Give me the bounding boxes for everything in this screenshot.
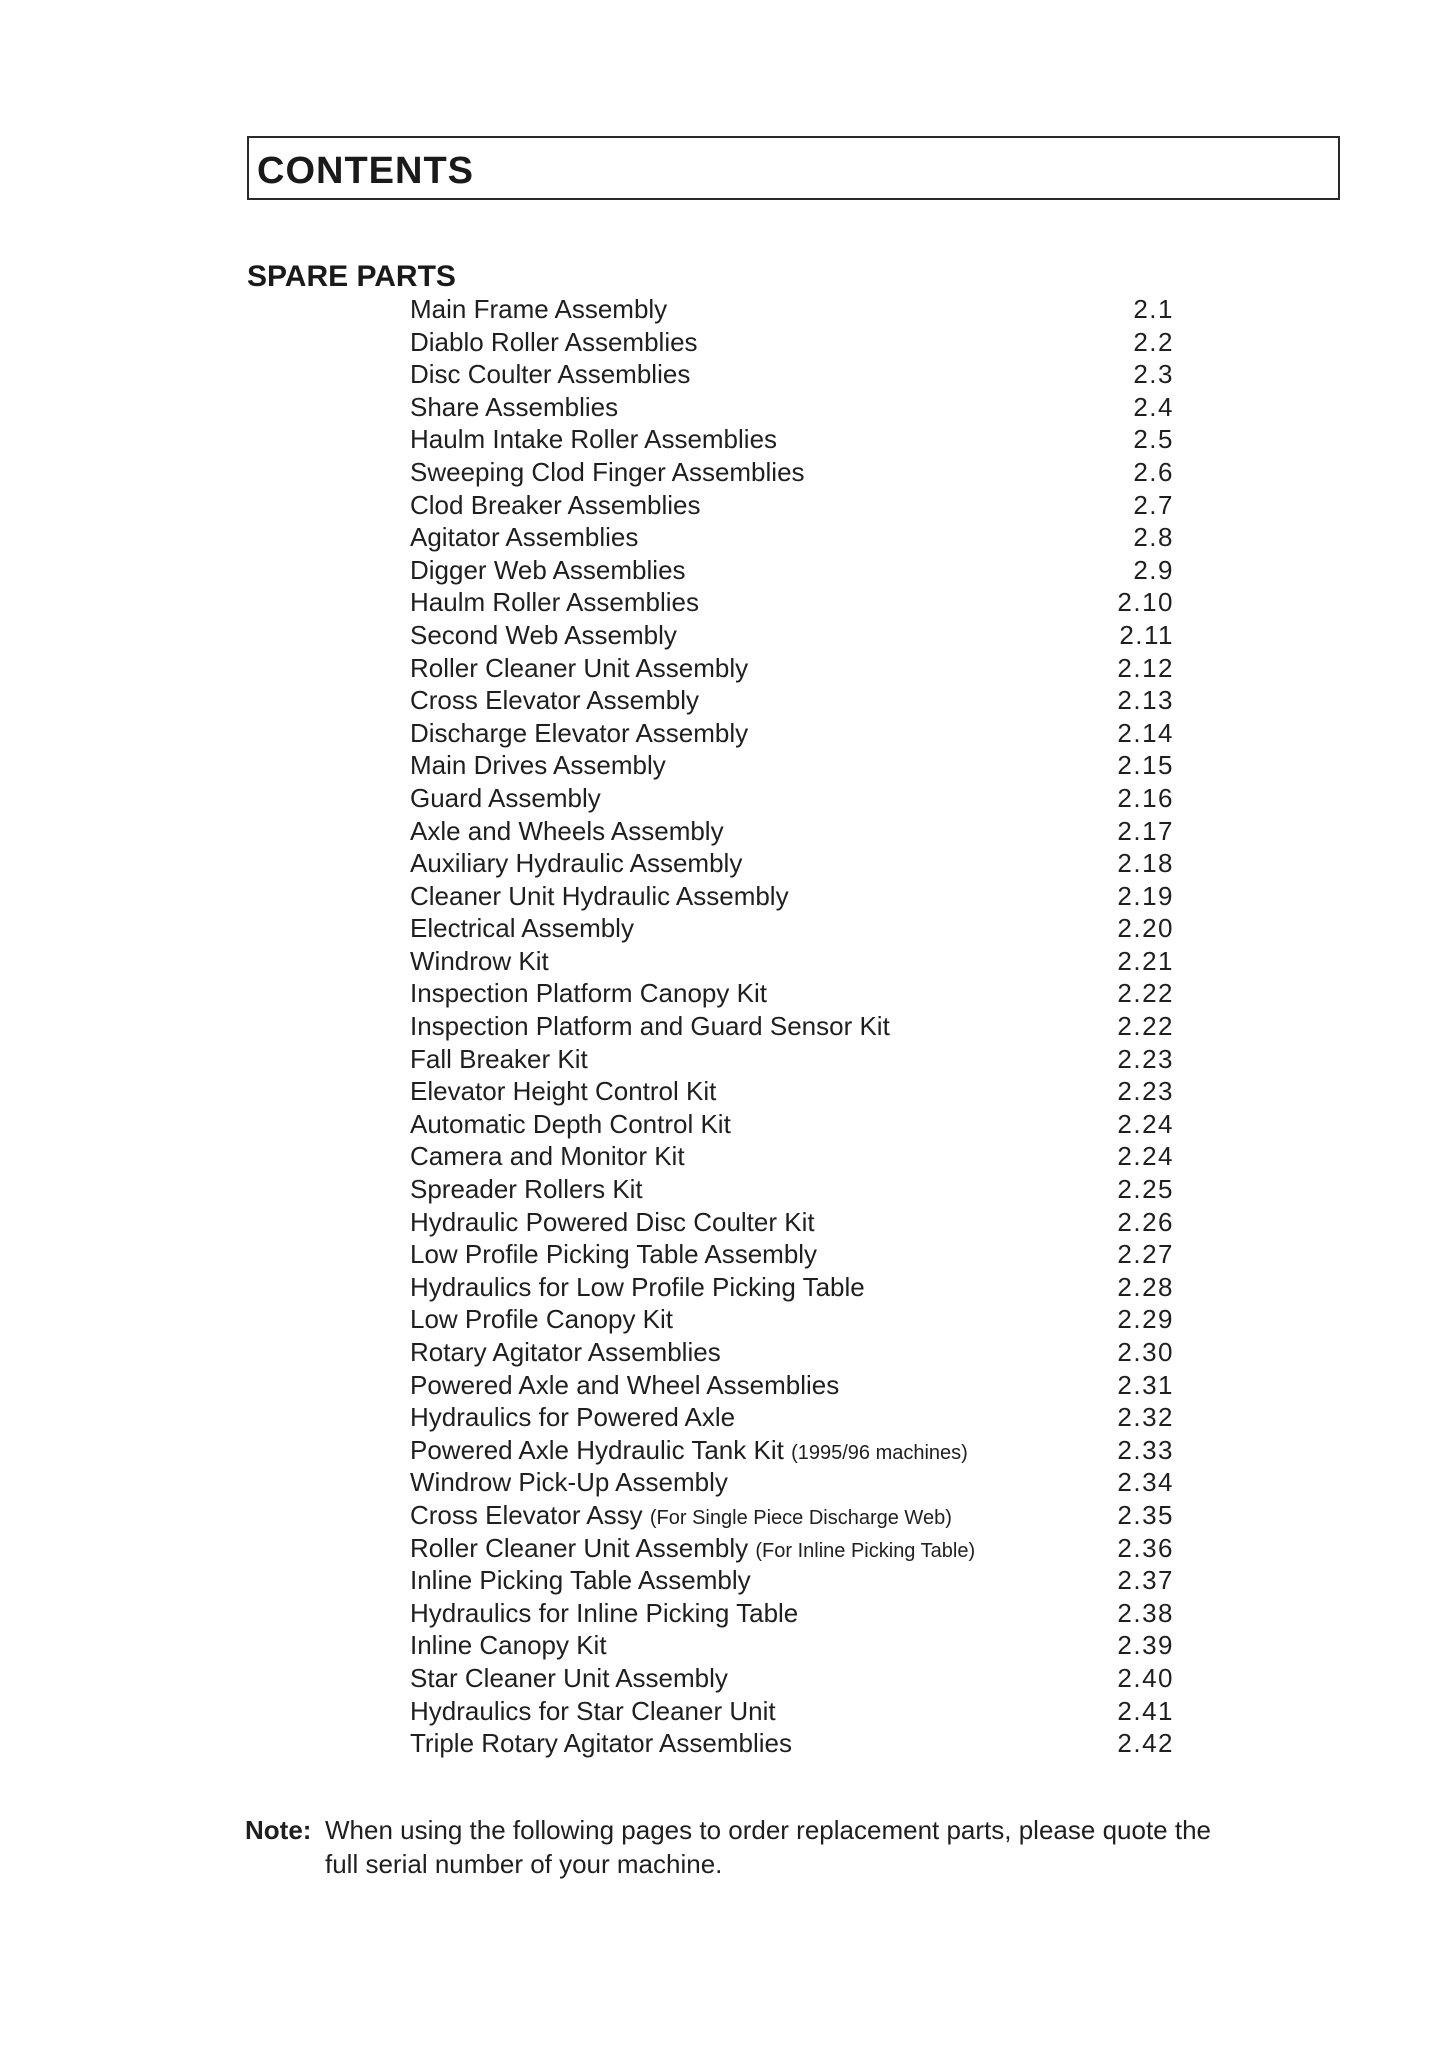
- note-text-line-1: When using the following pages to order replacement parts, please quote the: [325, 1815, 1211, 1845]
- toc-entry-page-number: 2.7: [1133, 489, 1174, 520]
- toc-entry: [410, 456, 1180, 489]
- toc-entry-title-text: Triple Rotary Agitator Assemblies: [410, 1728, 792, 1759]
- toc-entry: [410, 1108, 1180, 1141]
- toc-entry-title: [410, 1075, 716, 1108]
- toc-entry-page-number: 2.3: [1133, 359, 1174, 390]
- toc-entry-title: [410, 423, 777, 456]
- toc-entry-title: [410, 977, 767, 1010]
- toc-entry-title: [410, 1010, 890, 1043]
- toc-entry-title-text: Windrow Kit: [410, 945, 549, 976]
- toc-entry-page-number: 2.14: [1117, 717, 1174, 748]
- toc-entry-title-text: Low Profile Picking Table Assembly: [410, 1239, 818, 1270]
- toc-entry: [410, 1075, 1180, 1108]
- toc-entry: [410, 521, 1180, 554]
- toc-entry-title-text: Windrow Pick-Up Assembly: [410, 1467, 728, 1498]
- toc-entry-qualifier: (For Single Piece Discharge Web): [649, 1506, 952, 1529]
- toc-entry: [410, 1206, 1180, 1239]
- toc-entry: [410, 749, 1180, 782]
- contents-title-box: [247, 136, 1340, 200]
- toc-entry-title: [410, 1695, 776, 1728]
- toc-entry-page-number: 2.9: [1133, 554, 1174, 585]
- toc-entry-title-text: Powered Axle Hydraulic Tank Kit: [410, 1434, 784, 1465]
- toc-entry-title: [410, 456, 805, 489]
- toc-entry-title-text: Inspection Platform and Guard Sensor Kit: [410, 1011, 890, 1042]
- toc-entry-title: [410, 489, 700, 522]
- toc-entry: [410, 1336, 1180, 1369]
- toc-entry-page-number: 2.24: [1117, 1141, 1174, 1172]
- toc-entry-page-number: 2.1: [1133, 294, 1174, 324]
- toc-entry: [410, 1466, 1180, 1499]
- toc-entry-title-text: Fall Breaker Kit: [410, 1043, 588, 1074]
- toc-entry: [410, 1369, 1180, 1402]
- page-title: CONTENTS: [257, 150, 474, 192]
- toc-entry: [410, 652, 1180, 685]
- toc-entry: [410, 1695, 1180, 1728]
- toc-entry: [410, 815, 1180, 848]
- toc-entry-page-number: 2.2: [1133, 326, 1174, 357]
- toc-entry-page-number: 2.25: [1117, 1174, 1174, 1205]
- toc-entry-title: [410, 1434, 968, 1470]
- toc-entry: [410, 912, 1180, 945]
- toc-entry-title-text: Inline Picking Table Assembly: [410, 1565, 751, 1596]
- toc-entry-title-text: Share Assemblies: [410, 391, 619, 422]
- toc-entry-title: [410, 1369, 839, 1402]
- note-text-line-2: full serial number of your machine.: [325, 1849, 723, 1879]
- toc-entry-title-text: Star Cleaner Unit Assembly: [410, 1662, 728, 1693]
- toc-entry-title-text: Second Web Assembly: [410, 619, 677, 650]
- toc-entry-title: [410, 293, 667, 326]
- toc-entry-title: [410, 880, 789, 913]
- toc-entry-title: [410, 717, 748, 750]
- toc-entry-title-text: Haulm Roller Assemblies: [410, 587, 699, 618]
- section-heading: SPARE PARTS: [247, 260, 456, 293]
- table-of-contents-list: [410, 293, 1180, 1760]
- toc-entry-page-number: 2.34: [1117, 1467, 1174, 1498]
- toc-entry-title-text: Hydraulic Powered Disc Coulter Kit: [410, 1206, 815, 1237]
- toc-entry-title: [410, 749, 666, 782]
- toc-entry: [410, 1662, 1180, 1695]
- toc-entry-page-number: 2.42: [1117, 1728, 1174, 1759]
- toc-entry-title: [410, 1662, 728, 1695]
- toc-entry-title-text: Hydraulics for Powered Axle: [410, 1402, 736, 1433]
- toc-entry: [410, 554, 1180, 587]
- toc-entry-title-text: Cross Elevator Assembly: [410, 685, 699, 716]
- toc-entry-title-text: Cross Elevator Assy: [410, 1499, 643, 1530]
- toc-entry: [410, 1727, 1180, 1760]
- toc-entry: [410, 1629, 1180, 1662]
- toc-entry-title: [410, 1108, 731, 1141]
- toc-entry-title-text: Digger Web Assemblies: [410, 554, 686, 585]
- toc-entry: [410, 489, 1180, 522]
- toc-entry-title: [410, 912, 634, 945]
- toc-entry-title-text: Inline Canopy Kit: [410, 1630, 607, 1661]
- toc-entry-page-number: 2.12: [1117, 652, 1174, 683]
- toc-entry: [410, 391, 1180, 424]
- toc-entry: [410, 684, 1180, 717]
- toc-entry-page-number: 2.39: [1117, 1630, 1174, 1661]
- toc-entry-page-number: 2.23: [1117, 1076, 1174, 1107]
- toc-entry-title-text: Diablo Roller Assemblies: [410, 326, 698, 357]
- toc-entry: [410, 1043, 1180, 1076]
- toc-entry-title: [410, 815, 724, 848]
- toc-entry-page-number: 2.4: [1133, 391, 1174, 422]
- toc-entry-title-text: Main Frame Assembly: [410, 294, 668, 324]
- toc-entry-title-text: Inspection Platform Canopy Kit: [410, 978, 767, 1009]
- toc-entry-title: [410, 1173, 643, 1206]
- toc-entry-page-number: 2.22: [1117, 978, 1174, 1009]
- toc-entry-title: [410, 684, 699, 717]
- toc-entry-page-number: 2.32: [1117, 1402, 1174, 1433]
- toc-entry-title: [410, 1629, 607, 1662]
- toc-entry-title: [410, 1140, 685, 1173]
- toc-entry-title-text: Hydraulics for Inline Picking Table: [410, 1597, 799, 1628]
- toc-entry: [410, 782, 1180, 815]
- toc-entry-page-number: 2.33: [1117, 1434, 1174, 1465]
- toc-entry-page-number: 2.10: [1117, 587, 1174, 618]
- toc-entry: [410, 326, 1180, 359]
- toc-entry-title: [410, 1532, 975, 1568]
- toc-entry-title-text: Hydraulics for Star Cleaner Unit: [410, 1695, 776, 1726]
- toc-entry-page-number: 2.31: [1117, 1369, 1174, 1400]
- toc-entry-title: [410, 391, 618, 424]
- toc-entry-page-number: 2.29: [1117, 1304, 1174, 1335]
- toc-entry-title: [410, 1466, 728, 1499]
- toc-entry-title: [410, 1597, 798, 1630]
- toc-entry-title: [410, 554, 686, 587]
- toc-entry-page-number: 2.23: [1117, 1043, 1174, 1074]
- toc-entry-title-text: Roller Cleaner Unit Assembly: [410, 652, 749, 683]
- toc-entry-title: [410, 586, 699, 619]
- toc-entry: [410, 358, 1180, 391]
- toc-entry-title: [410, 1401, 735, 1434]
- toc-entry-title-text: Rotary Agitator Assemblies: [410, 1337, 721, 1367]
- toc-entry-title-text: Discharge Elevator Assembly: [410, 717, 749, 748]
- toc-entry: [410, 1597, 1180, 1630]
- toc-entry: [410, 1434, 1180, 1467]
- toc-entry-page-number: 2.6: [1133, 456, 1174, 487]
- toc-entry: [410, 1271, 1180, 1304]
- toc-entry: [410, 847, 1180, 880]
- toc-entry-title: [410, 1206, 815, 1239]
- toc-entry-title: [410, 1499, 952, 1535]
- toc-entry-title: [410, 652, 748, 685]
- toc-entry-title-text: Agitator Assemblies: [410, 522, 639, 553]
- toc-entry: [410, 1564, 1180, 1597]
- toc-entry-page-number: 2.28: [1117, 1271, 1174, 1302]
- toc-entry-page-number: 2.21: [1117, 945, 1174, 976]
- toc-entry-title-text: Elevator Height Control Kit: [410, 1076, 717, 1107]
- toc-entry: [410, 1238, 1180, 1271]
- toc-entry-page-number: 2.18: [1117, 848, 1174, 879]
- toc-entry: [410, 293, 1180, 326]
- toc-entry-title-text: Disc Coulter Assemblies: [410, 359, 691, 390]
- toc-entry-title: [410, 782, 601, 815]
- note-label: Note:: [245, 1815, 312, 1845]
- toc-entry-page-number: 2.40: [1117, 1662, 1174, 1693]
- toc-entry-qualifier: (1995/96 machines): [791, 1441, 968, 1464]
- toc-entry-title: [410, 1303, 673, 1336]
- toc-entry: [410, 1173, 1180, 1206]
- toc-entry-page-number: 2.30: [1117, 1337, 1174, 1367]
- toc-entry-page-number: 2.19: [1117, 880, 1174, 911]
- toc-entry-page-number: 2.15: [1117, 750, 1174, 781]
- toc-entry-page-number: 2.22: [1117, 1011, 1174, 1042]
- toc-entry-page-number: 2.17: [1117, 815, 1174, 846]
- toc-entry-title: [410, 521, 638, 554]
- toc-entry-title: [410, 1238, 817, 1271]
- toc-entry-title: [410, 1564, 751, 1597]
- toc-entry-title-text: Low Profile Canopy Kit: [410, 1304, 674, 1335]
- toc-entry-title: [410, 1336, 721, 1369]
- toc-entry: [410, 717, 1180, 750]
- toc-entry-title: [410, 1271, 865, 1304]
- toc-entry-page-number: 2.37: [1117, 1565, 1174, 1596]
- toc-entry-title-text: Cleaner Unit Hydraulic Assembly: [410, 880, 789, 911]
- toc-entry-page-number: 2.24: [1117, 1108, 1174, 1139]
- toc-entry-title: [410, 847, 742, 880]
- toc-entry: [410, 423, 1180, 456]
- toc-entry-title-text: Guard Assembly: [410, 782, 601, 813]
- toc-entry-title: [410, 945, 549, 978]
- toc-entry: [410, 586, 1180, 619]
- toc-entry: [410, 1303, 1180, 1336]
- toc-entry-title-text: Sweeping Clod Finger Assemblies: [410, 456, 805, 487]
- toc-entry-page-number: 2.27: [1117, 1239, 1174, 1270]
- note-block: [245, 1813, 1355, 1881]
- toc-entry-title-text: Powered Axle and Wheel Assemblies: [410, 1369, 840, 1400]
- toc-entry-page-number: 2.11: [1119, 619, 1174, 650]
- toc-entry-qualifier: (For Inline Picking Table): [755, 1539, 976, 1562]
- toc-entry-title-text: Camera and Monitor Kit: [410, 1141, 685, 1172]
- toc-entry: [410, 619, 1180, 652]
- toc-entry-title-text: Main Drives Assembly: [410, 750, 666, 781]
- toc-entry-page-number: 2.35: [1117, 1499, 1174, 1530]
- toc-entry-page-number: 2.36: [1117, 1532, 1174, 1563]
- toc-entry-page-number: 2.26: [1117, 1206, 1174, 1237]
- toc-entry: [410, 945, 1180, 978]
- toc-entry: [410, 1499, 1180, 1532]
- toc-entry-title: [410, 619, 677, 652]
- toc-entry-title-text: Hydraulics for Low Profile Picking Table: [410, 1271, 865, 1302]
- toc-entry-page-number: 2.38: [1117, 1597, 1174, 1628]
- toc-entry-title-text: Automatic Depth Control Kit: [410, 1108, 731, 1139]
- toc-entry-title: [410, 326, 698, 359]
- toc-entry-page-number: 2.13: [1117, 685, 1174, 716]
- toc-entry-page-number: 2.20: [1117, 913, 1174, 944]
- toc-entry-page-number: 2.41: [1117, 1695, 1174, 1726]
- toc-entry-title-text: Haulm Intake Roller Assemblies: [410, 424, 778, 455]
- toc-entry-title: [410, 358, 690, 391]
- toc-entry-title-text: Electrical Assembly: [410, 913, 634, 944]
- toc-entry: [410, 977, 1180, 1010]
- toc-entry-page-number: 2.8: [1133, 522, 1174, 553]
- toc-entry-title-text: Auxiliary Hydraulic Assembly: [410, 848, 743, 879]
- toc-entry: [410, 880, 1180, 913]
- toc-entry-title: [410, 1727, 792, 1760]
- toc-entry: [410, 1532, 1180, 1565]
- toc-entry-title-text: Clod Breaker Assemblies: [410, 489, 701, 520]
- toc-entry-title-text: Roller Cleaner Unit Assembly: [410, 1532, 749, 1563]
- toc-entry: [410, 1401, 1180, 1434]
- toc-entry-title: [410, 1043, 588, 1076]
- toc-entry-title-text: Spreader Rollers Kit: [410, 1174, 643, 1205]
- toc-entry-title-text: Axle and Wheels Assembly: [410, 815, 724, 846]
- toc-entry-page-number: 2.16: [1117, 782, 1174, 813]
- toc-entry-page-number: 2.5: [1133, 424, 1174, 455]
- toc-entry: [410, 1010, 1180, 1043]
- toc-entry: [410, 1140, 1180, 1173]
